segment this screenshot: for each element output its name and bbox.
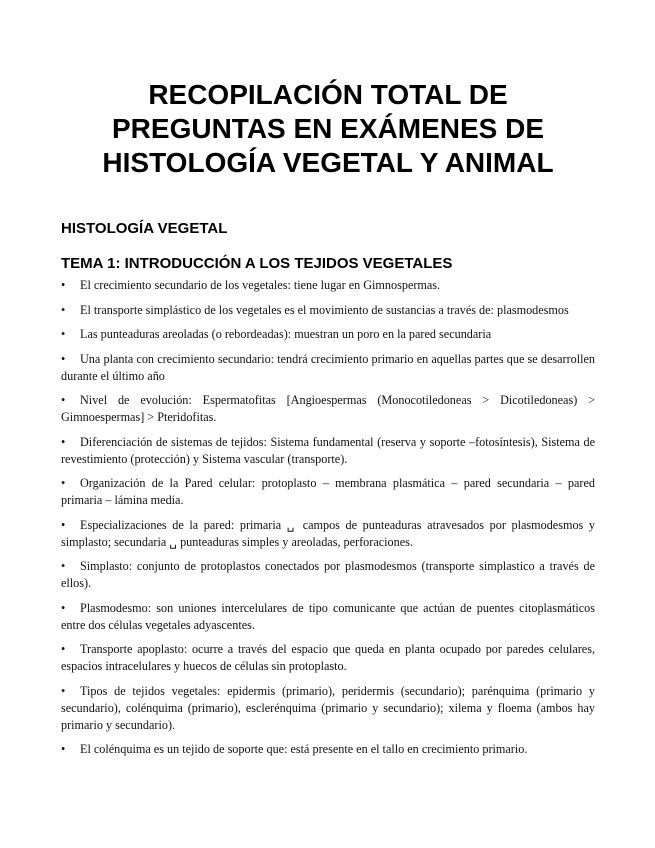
bullet-text: El colénquima es un tejido de soporte que: está presente en el tallo en crecimiento primario.	[80, 742, 528, 756]
title-line: RECOPILACIÓN TOTAL DE	[148, 79, 508, 110]
bullet-text: Diferenciación de sistemas de tejidos: Sistema fundamental (reserva y soporte –fotosíntesis), Sistema de revestimiento (protección) y Sistema vascular (transporte).	[61, 434, 595, 466]
bullet-mark: •	[61, 278, 66, 292]
title-line: PREGUNTAS EN EXÁMENES DE	[112, 113, 544, 144]
bullet-mark: •	[61, 434, 66, 449]
bullet-mark: •	[61, 351, 66, 366]
bullet-mark: •	[61, 559, 66, 573]
list-item	[61, 600, 595, 634]
bullet-text: Nivel de evolución: Espermatofitas [Angioespermas (Monocotiledoneas > Dicotiledoneas) > Gimnoespermas] > Pteridofitas.	[61, 393, 595, 424]
bullet-text: Organización de la Pared celular: protoplasto – membrana plasmática – pared secundaria – pared primaria – lámina media.	[61, 476, 595, 507]
bullet-mark: •	[61, 476, 66, 490]
bullet-mark: •	[61, 517, 66, 532]
bullet-mark: •	[61, 642, 66, 656]
bullet-mark: •	[61, 393, 66, 407]
list-item	[61, 302, 595, 319]
list-item	[61, 475, 595, 509]
bullet-text: El transporte simplástico de los vegetales es el movimiento de sustancias a través de: plasmodesmos	[80, 302, 569, 317]
bullet-mark: •	[61, 327, 66, 341]
bullet-text: Plasmodesmo: son uniones intercelulares de tipo comunicante que actúan de puentes citoplasmáticos entre dos células vegetales adyascentes.	[61, 600, 595, 632]
list-item	[61, 683, 595, 734]
list-item	[61, 517, 595, 551]
title-line: HISTOLOGÍA VEGETAL Y ANIMAL	[102, 147, 554, 178]
bullet-mark: •	[61, 600, 66, 615]
bullet-text: Simplasto: conjunto de protoplastos conectados por plasmodesmos (transporte simplastico a través de ellos).	[61, 559, 595, 590]
topic-heading: TEMA 1: INTRODUCCIÓN A LOS TEJIDOS VEGETALES	[61, 255, 453, 272]
bullet-mark: •	[61, 302, 66, 317]
bullet-text: Tipos de tejidos vegetales: epidermis (primario), peridermis (secundario); parénquima (primario y secundario), colénquima (primario), esclerénquima (primario y secundario); xilema y floema (ambos hay primario y secundario).	[61, 683, 595, 732]
list-item	[61, 351, 595, 385]
bullet-list	[61, 277, 595, 766]
section-heading: HISTOLOGÍA VEGETAL	[61, 220, 228, 237]
list-item	[61, 392, 595, 426]
list-item	[61, 741, 595, 758]
bullet-mark: •	[61, 742, 66, 756]
bullet-text: Especializaciones de la pared: primaria ␣ campos de punteaduras atravesados por plasmodesmos y simplasto; secundaria ␣ punteaduras simples y areoladas, perforaciones.	[61, 517, 595, 549]
bullet-text: Una planta con crecimiento secundario: tendrá crecimiento primario en aquellas partes que se desarrollen durante el último año	[61, 351, 595, 383]
bullet-text: Transporte apoplasto: ocurre a través del espacio que queda en planta ocupado por paredes celulares, espacios intracelulares y huecos de células sin protoplasto.	[61, 642, 595, 673]
list-item	[61, 277, 595, 294]
document-title	[61, 74, 595, 180]
list-item	[61, 326, 595, 343]
list-item	[61, 558, 595, 592]
bullet-mark: •	[61, 683, 66, 698]
bullet-text: Las punteaduras areoladas (o rebordeadas): muestran un poro en la pared secundaria	[80, 327, 492, 341]
list-item	[61, 434, 595, 468]
list-item	[61, 641, 595, 675]
bullet-text: El crecimiento secundario de los vegetales: tiene lugar en Gimnospermas.	[80, 278, 441, 292]
